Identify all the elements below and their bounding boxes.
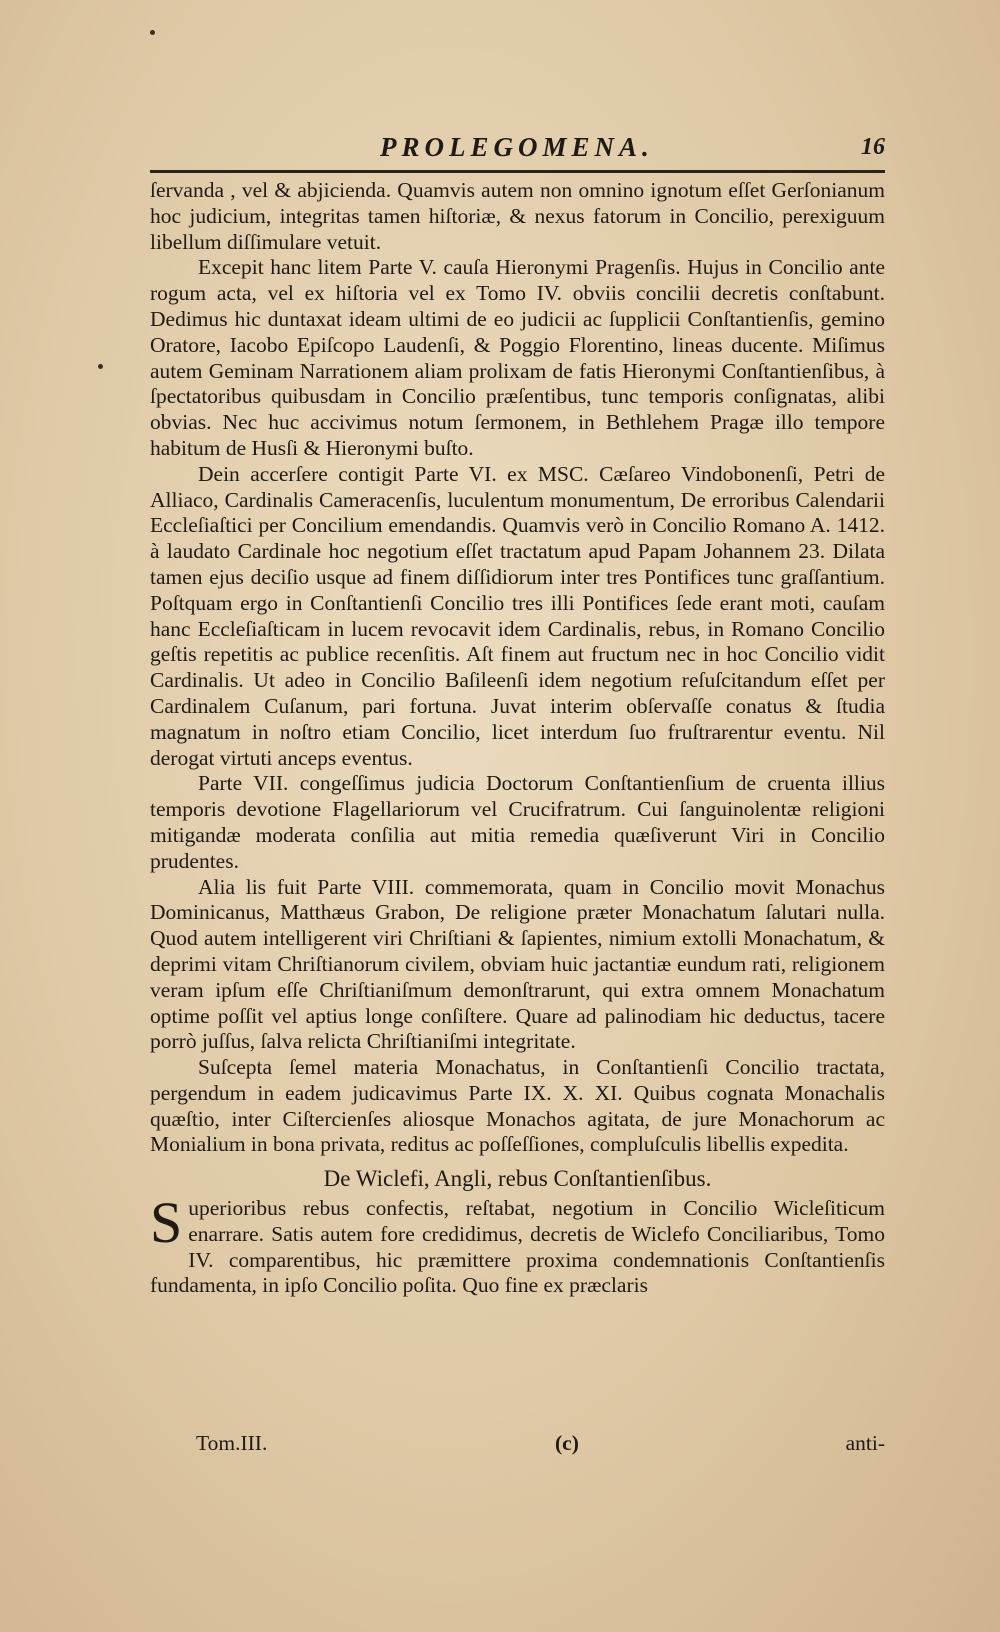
ink-speck xyxy=(150,30,155,35)
paragraph: Alia lis fuit Parte VIII. commemorata, quam in Concilio movit Monachus Dominicanus, Matthæus Grabon, De religione præter Monachatum ſalutari nulla. Quod autem intelligerent viri Chriſtiani & ſapientes, nimium extolli Monachatum, & deprimi vitam Chriſtianorum civilem, obviam huic jactantiæ eundum rati, religionem veram ipſum eſſe Chriſtianiſmum demonſtrarunt, qui extra omnem Monachatum optime poſſit vel aptius longe conſiſtere. Quare ad palinodiam hic deductus, tacere porrò juſſus, ſalva relicta Chriſtianiſmi integritate. xyxy=(150,874,885,1054)
paragraph: Excepit hanc litem Parte V. cauſa Hieronymi Pragenſis. Hujus in Concilio ante rogum acta, vel ex hiſtoria vel ex Tomo IV. obviis concilii decretis conſtabunt. Dedimus hic duntaxat ideam ultimi de eo judicii ac ſupplicii Conſtantienſis, gemino Oratore, Iacobo Epiſcopo Laudenſi, & Poggio Florentino, lineas ducente. Miſimus autem Geminam Narrationem aliam prolixam de fatis Hieronymi Conſtantienſibus, à ſpectatoribus quibusdam in Concilio præſentibus, tunc temporis conſignatas, alibi obvias. Nec huc accivimus notum ſermonem, in Bethlehem Pragæ illo tempore habitum de Husſi & Hieronymi buſto. xyxy=(150,255,885,460)
page-header xyxy=(150,132,885,166)
body-text xyxy=(150,178,885,1299)
page-number: 16 xyxy=(861,134,885,160)
header-rule xyxy=(150,170,885,173)
signature-mark: (c) xyxy=(555,1431,579,1455)
volume-label: Tom.III. xyxy=(196,1431,268,1455)
section-heading: De Wiclefi, Angli, rebus Conſtantienſibus. xyxy=(323,1166,712,1192)
paragraph: ſervanda , vel & abjicienda. Quamvis autem non omnino ignotum eſſet Gerſonianum hoc judicium, integritas tamen hiſtoriæ, & nexus fatorum in Concilio, perexiguum libellum diſſimulare vetuit. xyxy=(150,178,885,254)
running-title: PROLEGOMENA. xyxy=(380,132,654,162)
catchword: anti- xyxy=(845,1431,885,1455)
section-text: uperioribus rebus confectis, reſtabat, negotium in Concilio Wicleſiticum enarrare. Satis autem fore credidimus, decretis de Wiclefo Conciliaribus, Tomo IV. comparentibus, hic præmittere proxima condemnationis Conſtantienſis fundamenta, in ipſo Concilio poſita. Quo fine ex præclaris xyxy=(150,1196,885,1298)
paragraph: Parte VII. congeſſimus judicia Doctorum Conſtantienſium de cruenta illius temporis devotione Flagellariorum vel Crucifratrum. Cui ſanguinolentæ religioni mitigandæ moderata conſilia aut mitia remedia quæſiverunt Viri in Concilio prudentes. xyxy=(150,771,885,873)
page-footer xyxy=(150,1431,885,1461)
paragraph: Suſcepta ſemel materia Monachatus, in Conſtantienſi Concilio tractata, pergendum in eadem judicavimus Parte IX. X. XI. Quibus cognata Monachalis quæſtio, inter Ciſtercienſes aliosque Monachos agitata, de jure Monachorum ac Monialium in bona privata, reditus ac poſſeſſiones, compluſculis libellis expedita. xyxy=(150,1055,885,1157)
drop-cap: S xyxy=(150,1190,183,1256)
paragraph: Dein accerſere contigit Parte VI. ex MSC. Cæſareo Vindobonenſi, Petri de Alliaco, Cardinalis Cameracenſis, luculentum monumentum, De erroribus Calendarii Eccleſiaſtici per Concilium emendandis. Quamvis verò in Concilio Romano A. 1412. à laudato Cardinale hoc negotium eſſet tractatum apud Papam Johannem 23. Dilata tamen ejus deciſio usque ad finem diſſidiorum inter tres Pontifices tunc graſſantium. Poſtquam ergo in Conſtantienſi Concilio tres illi Pontifices ſede erant moti, cauſam hanc Eccleſiaſticam in lucem revocavit idem Cardinalis, rebus, in Romano Concilio geſtis repetitis ac publice recenſitis. Aſt finem aut fructum nec in hoc Concilio vidit Cardinalis. Ut adeo in Concilio Baſileenſi idem negotium reſuſcitandum eſſet per Cardinalem Cuſanum, pari fortuna. Juvat interim obſervaſſe conatus & ſtudia magnatum in noſtro etiam Concilio, licet interdum ſuo fruſtrarentur eventu. Nil derogat virtuti anceps eventus. xyxy=(150,461,885,770)
section-paragraph xyxy=(150,1190,885,1299)
ink-speck xyxy=(98,364,103,369)
